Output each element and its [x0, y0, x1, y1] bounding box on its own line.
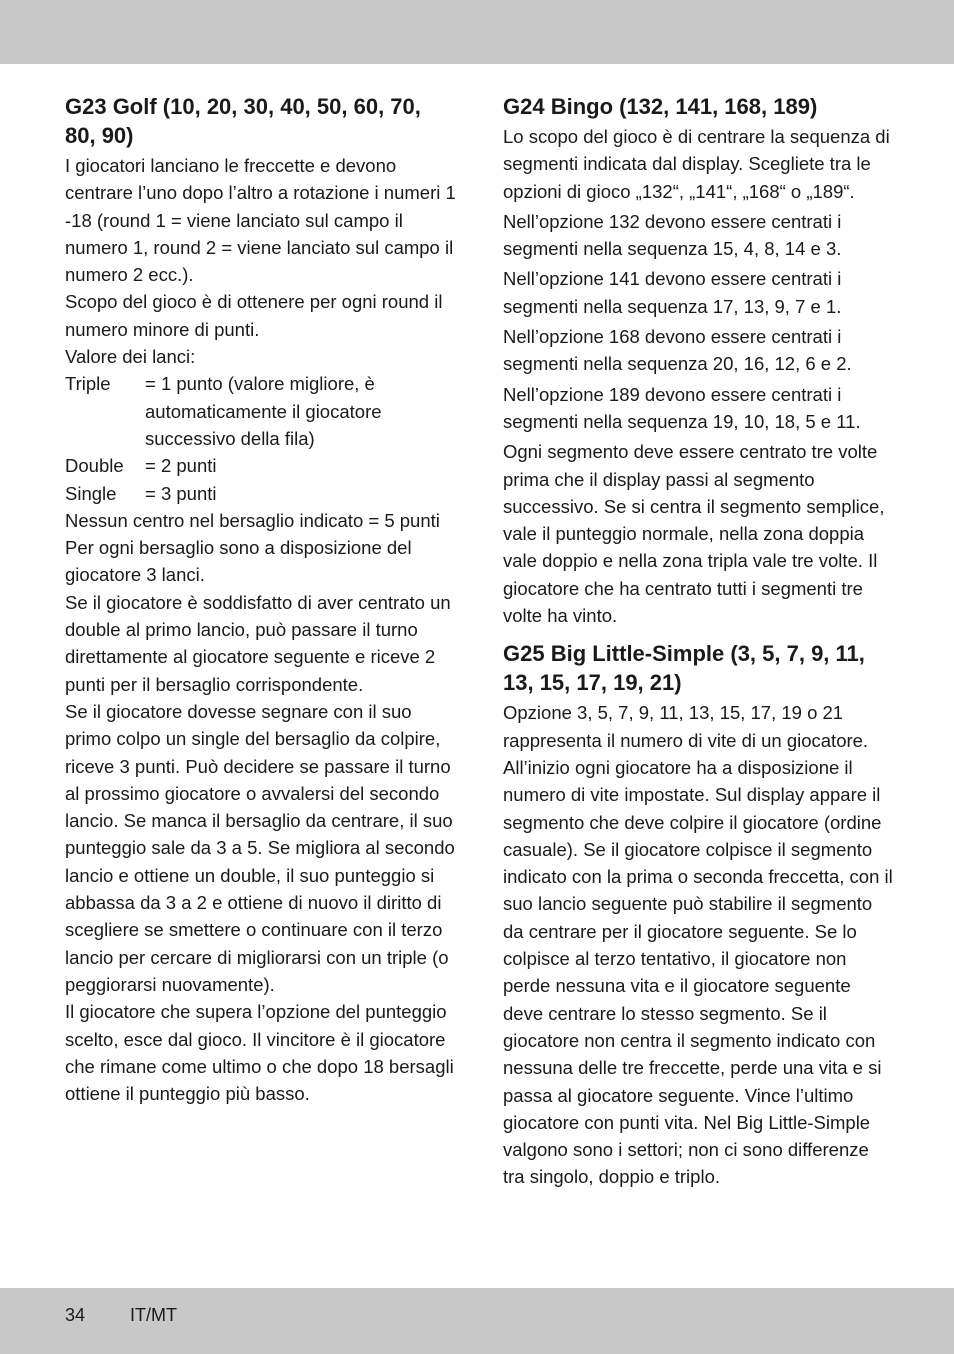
paragraph: Il giocatore che supera l’opzione del punteggio scelto, esce dal gioco. Il vincitore è il giocatore che rimane come ultimo o che dopo 18 bersagli ottiene il punteggio più basso.: [65, 1001, 454, 1105]
header-bar: [0, 0, 954, 64]
paragraph: Nell’opzione 189 devono essere centrati i segmenti nella sequenza 19, 10, 18, 5 e 11.: [503, 383, 861, 432]
right-column: [503, 92, 895, 1194]
section-heading-g25: G25 Big Little-Simple (3, 5, 7, 9, 11, 13, 15, 17, 19, 21): [503, 641, 865, 696]
score-label: Triple: [65, 373, 111, 395]
paragraph: Se il giocatore dovesse segnare con il suo primo colpo un single del bersaglio da colpire, riceve 3 punti. Può decidere se passare il turno al prossimo giocatore o avvalersi del secondo lancio. Se manca il bersaglio da centrare, il suo punteggio sale da 3 a 5. Se migliora al secondo lancio e ottiene un double, il suo punteggio si abbassa da 3 a 2 e ottiene di nuovo il diritto di scegliere se smettere o continuare con il terzo lancio per cercare di migliorarsi con un triple (o peggiorarsi nuovamente).: [65, 700, 455, 995]
section-heading-g23: G23 Golf (10, 20, 30, 40, 50, 60, 70, 80, 90): [65, 94, 421, 148]
section-heading-g24: G24 Bingo (132, 141, 168, 189): [503, 94, 818, 119]
paragraph: Nell’opzione 168 devono essere centrati i segmenti nella sequenza 20, 16, 12, 6 e 2.: [503, 326, 852, 375]
paragraph: Lo scopo del gioco è di centrare la sequenza di segmenti indicata dal display. Scegliete tra le opzioni di gioco „132“, „141“, „168“ o „189“.: [503, 126, 890, 202]
score-label: Single: [65, 482, 117, 504]
paragraph: Opzione 3, 5, 7, 9, 11, 13, 15, 17, 19 o 21 rappresenta il numero di vite di un giocatore. All’inizio ogni giocatore ha a disposizione il numero di vite impostate. Sul display appare il segmento che deve colpire il giocatore (ordine casuale). Se il giocatore colpisce il segmento indicato con la prima o seconda freccetta, con il suo lancio seguente può stabilire il segmento da centrare per il giocatore seguente. Se lo colpisce al terzo tentativo, il giocatore non perde nessuna vita e il giocatore seguente deve centrare lo stesso segmento. Se il giocatore non centra il segmento indicato con nessuna delle tre freccette, perde una vita e si passa al giocatore seguente. Vince l’ultimo giocatore con punti vita. Nel Big Little-Simple valgono sono i settori; non ci sono differenze tra singolo, doppio e triplo.: [503, 702, 893, 1188]
paragraph: Valore dei lanci:: [65, 346, 196, 368]
score-row-triple: [65, 370, 457, 452]
paragraph: Nell’opzione 141 devono essere centrati i segmenti nella sequenza 17, 13, 9, 7 e 1.: [503, 268, 842, 317]
score-value: = 1 punto (valore migliore, è automaticamente il giocatore successivo della fila): [145, 373, 382, 449]
score-row-single: [65, 480, 457, 507]
paragraph: Nessun centro nel bersaglio indicato = 5 punti Per ogni bersaglio sono a disposizione del giocatore 3 lanci.: [65, 509, 440, 586]
paragraph: Nell’opzione 132 devono essere centrati i segmenti nella sequenza 15, 4, 8, 14 e 3.: [503, 210, 842, 260]
score-value: = 3 punti: [145, 482, 217, 504]
left-column: [65, 92, 457, 1107]
paragraph: I giocatori lanciano le freccette e devono centrare l’uno dopo l’altro a rotazione i numeri 1 -18 (round 1 = viene lanciato sul campo il numero 1, round 2 = viene lanciato sul campo il numero 2 ecc.).: [65, 155, 456, 286]
paragraph: Se il giocatore è soddisfatto di aver centrato un double al primo lancio, può passare il turno direttamente al giocatore seguente e riceve 2 punti per il bersaglio corrispondente.: [65, 591, 451, 695]
language-code: IT/MT: [130, 1305, 177, 1325]
score-label: Double: [65, 455, 124, 477]
page-number: 34: [65, 1305, 86, 1325]
score-row-double: [65, 452, 457, 479]
paragraph: Scopo del gioco è di ottenere per ogni round il numero minore di punti.: [65, 291, 443, 340]
score-value: = 2 punti: [145, 455, 217, 477]
paragraph: Ogni segmento deve essere centrato tre volte prima che il display passi al segmento successivo. Se si centra il segmento semplice, vale il punteggio normale, nella zona doppia vale doppio e nella zona tripla vale tre volte. Il giocatore che ha centrato tutti i segmenti tre volte ha vinto.: [503, 441, 885, 627]
